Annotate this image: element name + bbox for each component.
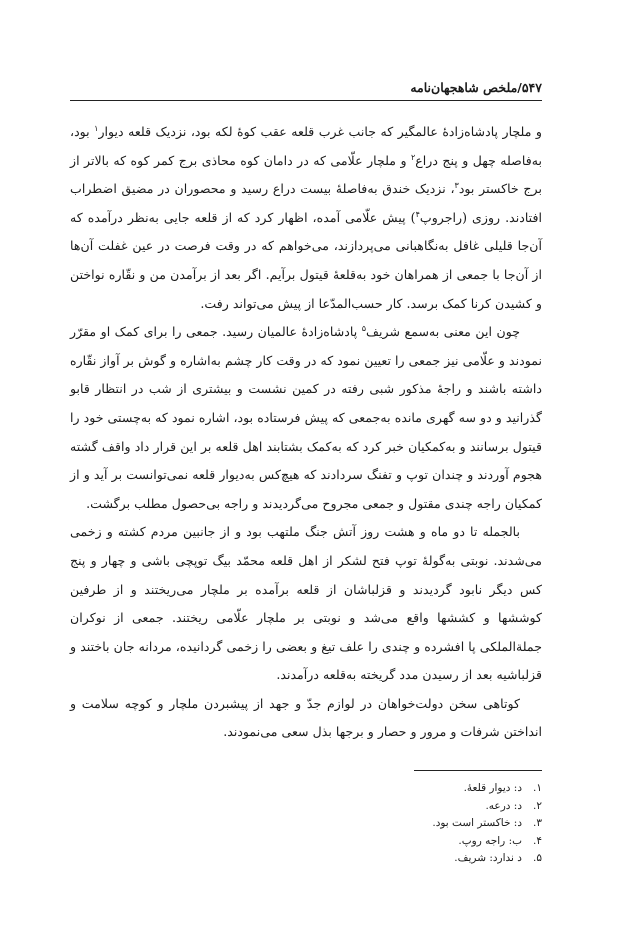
footnote-item [242, 780, 542, 798]
paragraph-text: چون این معنی به‌سمع شریف [366, 324, 520, 340]
footnote-number: ۵. [533, 852, 542, 864]
footnote-text: د: دیوار قلعهٔ. [463, 782, 522, 794]
footnotes [242, 780, 542, 868]
footnote-number: ۲. [533, 799, 542, 812]
paragraph-text: ) پیش علّامی آمده، اظهار کرد که از قلعه جایی به‌نظر درآمده که آن‌جا قلیلی غافل به‌نگاهبانی می‌پردازند، می‌خواهم که در وقت فرصت در عین غفلت آن‌ها از آن‌جا با جمعی از همراهان خود به‌قلعهٔ قیتول برآیم. اگر بعد از برآمدن من و نقّاره نواختن و کشیدن کرنا کمک برسد. کار حسب‌المدّعا از پیش می‌تواند رفت. [70, 209, 542, 311]
footnote-item [242, 798, 542, 816]
paragraph-text: پادشاه‌زادهٔ عالمیان رسید. جمعی را برای کمک او مقرّر نمودند و علّامی نیز جمعی را تعیین نمود که در وقت کار چشم به‌اشاره و گوش بر آواز نقّاره داشته باشند و راجهٔ مذکور شبی رفته در کمین نشست و بیشتری از شب در انتظار قابو گذرانید و دو سه گهری مانده به‌جمعی که پیش فرستاده بود، اشاره نمود که به‌چستی خود را قیتول برسانند و به‌کمکیان خبر کرد که به‌کمک بشتابند اهل قلعه بر این قرار داد واقف گشته هجوم آوردند و چندان توپ و تفنگ سردادند که هیچ‌کس به‌دیوار قلعه نمی‌توانست بر آید و از کمکیان راجه چندی مقتول و جمعی مجروح می‌گردیدند و راجه بی‌حصول مطلب برگشت. [70, 324, 542, 511]
running-header [70, 78, 542, 100]
footnote-number: ۱. [533, 782, 542, 794]
paragraph-text: کوتاهی سخن دولت‌خواهان در لوازم جدّ و جهد از پیشبردن ملچار و کوچه سلامت و انداختن شرفات و مرور و حصار و برجها بذل سعی می‌نمودند. [70, 695, 542, 740]
footnote-rule [414, 770, 542, 771]
paragraph-text: بود، به‌فاصله چهل و پنج دراع [70, 124, 542, 168]
footnote-item [242, 833, 542, 851]
paragraph [70, 318, 542, 518]
footnote-marker: ۵ [361, 323, 366, 333]
paragraph-text: و ملچار علّامی که در دامان کوه محاذی برج کمر کوه که بالاتر از برج خاکستر بود [70, 152, 542, 197]
paragraph-text: بالجمله تا دو ماه و هشت روز آتش جنگ ملتهب بود و از جانبین مردم کشته و زخمی می‌شدند. نوبتی به‌گولهٔ توپ فتح لشکر از اهل قلعه محمّد بیگ توپچی باشی و چهار و پنج کس دیگر نابود گردیدند و قزلباشان از قلعه برآمده بر ملچار می‌ریختند و از طرفین کوششها و کششها واقع می‌شد و نوبتی بر ملچار علّامی ریختند. جمعی از نوکران جملةالملکی پا افشرده و چندی را علف تیغ و بعضی را زخمی گردانیده، مردانه جان باختند و قزلباشیه بعد از رسیدن مدد گریخته به‌قلعه درآمدند. [70, 524, 542, 683]
footnote-text: ب: راجه روپ. [458, 834, 522, 847]
header-title: ۵۴۷/ملخص شاهجهان‌نامه [410, 80, 542, 95]
footnote-marker: ۳ [454, 181, 459, 190]
footnote-number: ۳. [533, 817, 542, 829]
footnote-text: د ندارد: شریف. [454, 852, 522, 864]
footnote-item [242, 850, 542, 868]
paragraph [70, 518, 542, 690]
paragraph [70, 690, 542, 747]
header-rule [70, 100, 542, 101]
paragraph-text: و ملچار پادشاه‌زادهٔ عالمگیر که جانب غرب قلعه عقب کوهٔ لکه بود، نزدیک قلعه دیوار [98, 124, 542, 139]
paragraph-text: ، نزدیک خندق به‌فاصلهٔ بیست دراع رسید و محصوران در مضیق اضطراب افتادند. روزی (راجروپ [70, 181, 542, 225]
footnote-text: د: خاکستر است بود. [432, 817, 522, 829]
footnote-text: د: درعه. [485, 799, 522, 812]
footnote-number: ۴. [533, 834, 542, 847]
footnote-marker: ۴ [415, 209, 420, 219]
paragraph [70, 118, 542, 318]
body-text [70, 118, 542, 747]
footnote-item [242, 815, 542, 833]
footnote-marker: ۲ [410, 152, 416, 162]
footnote-marker: ۱ [94, 123, 99, 133]
